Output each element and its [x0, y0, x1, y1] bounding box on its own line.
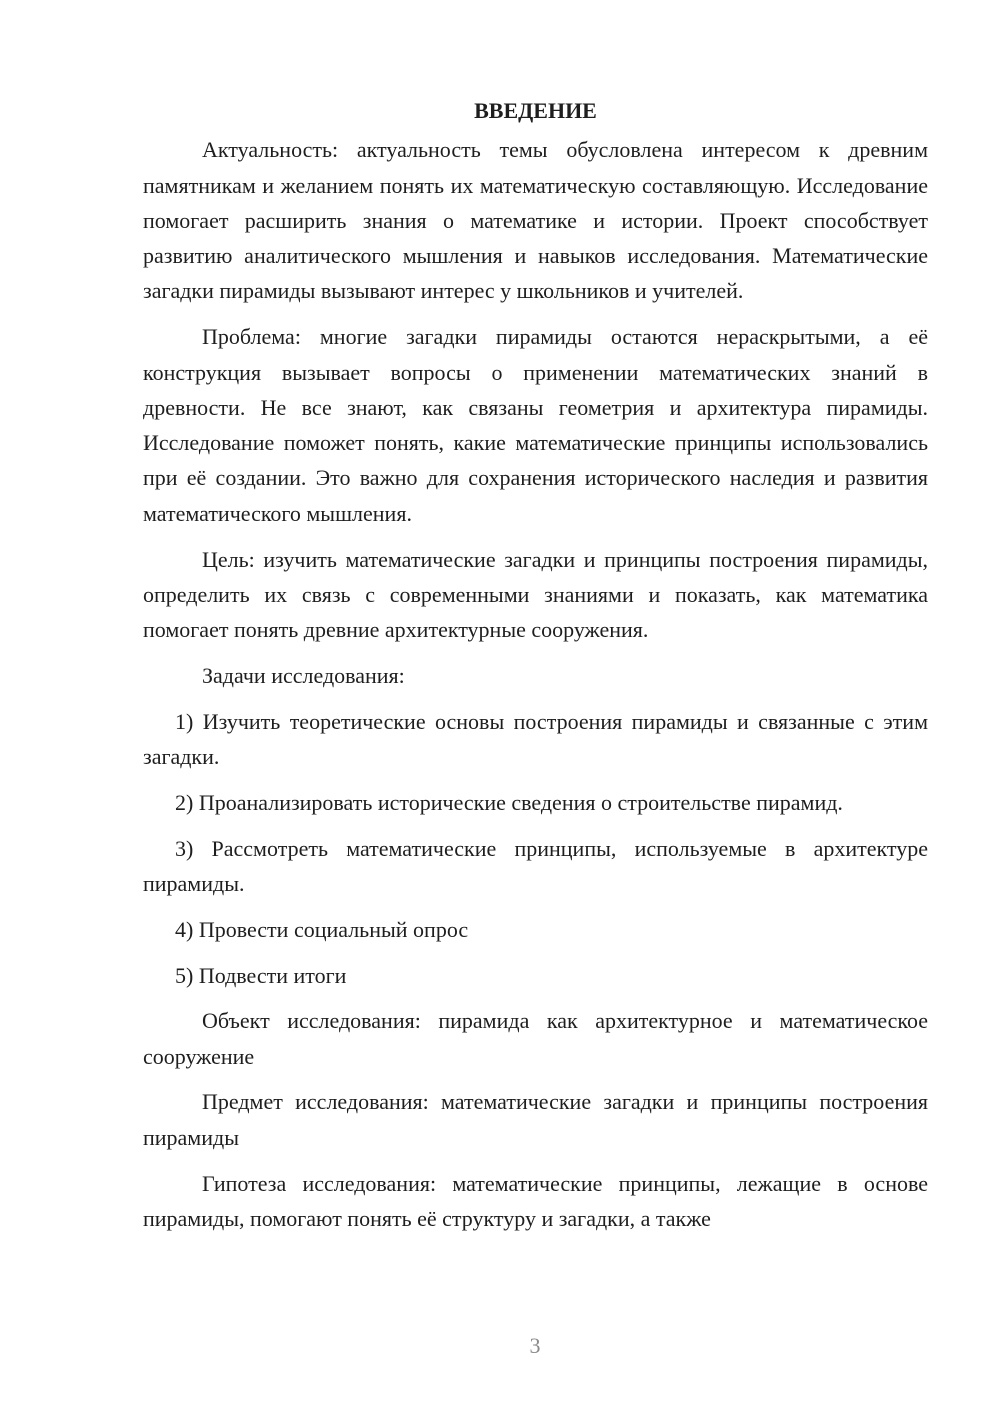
document-page — [143, 93, 928, 1236]
task-item-1: 1) Изучить теоретические основы построения пирамиды и связанные с этим загадки. — [143, 708, 928, 770]
problem-paragraph: Проблема: многие загадки пирамиды остаются нераскрытыми, а её конструкция вызывает вопросы о применении математических знаний в древности. Не все знают, как связаны геометрия и архитектура пирамиды. Исследование поможет понять, какие математические принципы использовались при её создании. Это важно для сохранения исторического наследия и развития математического мышления. — [143, 324, 928, 526]
task-item-4: 4) Провести социальный опрос — [175, 916, 469, 942]
task-item-5: 5) Подвести итоги — [175, 962, 347, 988]
relevance-paragraph: Актуальность: актуальность темы обусловлена интересом к древним памятникам и желанием понять их математическую составляющую. Исследование помогает расширить знания о математике и истории. Проект способствует развитию аналитического мышления и навыков исследования. Математические загадки пирамиды вызывают интерес у школьников и учителей. — [143, 137, 928, 304]
goal-paragraph: Цель: изучить математические загадки и принципы построения пирамиды, определить их связь с современными знаниями и показать, как математика помогает понять древние архитектурные сооружения. — [143, 546, 928, 643]
task-item-2: 2) Проанализировать исторические сведения о строительстве пирамид. — [175, 789, 843, 815]
page-number: 3 — [529, 1333, 541, 1358]
tasks-heading: Задачи исследования: — [202, 662, 405, 688]
object-paragraph: Объект исследования: пирамида как архитектурное и математическое сооружение — [143, 1008, 928, 1069]
subject-paragraph: Предмет исследования: математические загадки и принципы построения пирамиды — [143, 1089, 928, 1150]
section-title: ВВЕДЕНИЕ — [474, 98, 597, 123]
hypothesis-paragraph: Гипотеза исследования: математические принципы, лежащие в основе пирамиды, помогают понять её структуру и загадки, а также — [143, 1170, 928, 1231]
task-item-3: 3) Рассмотреть математические принципы, используемые в архитектуре пирамиды. — [143, 835, 928, 896]
